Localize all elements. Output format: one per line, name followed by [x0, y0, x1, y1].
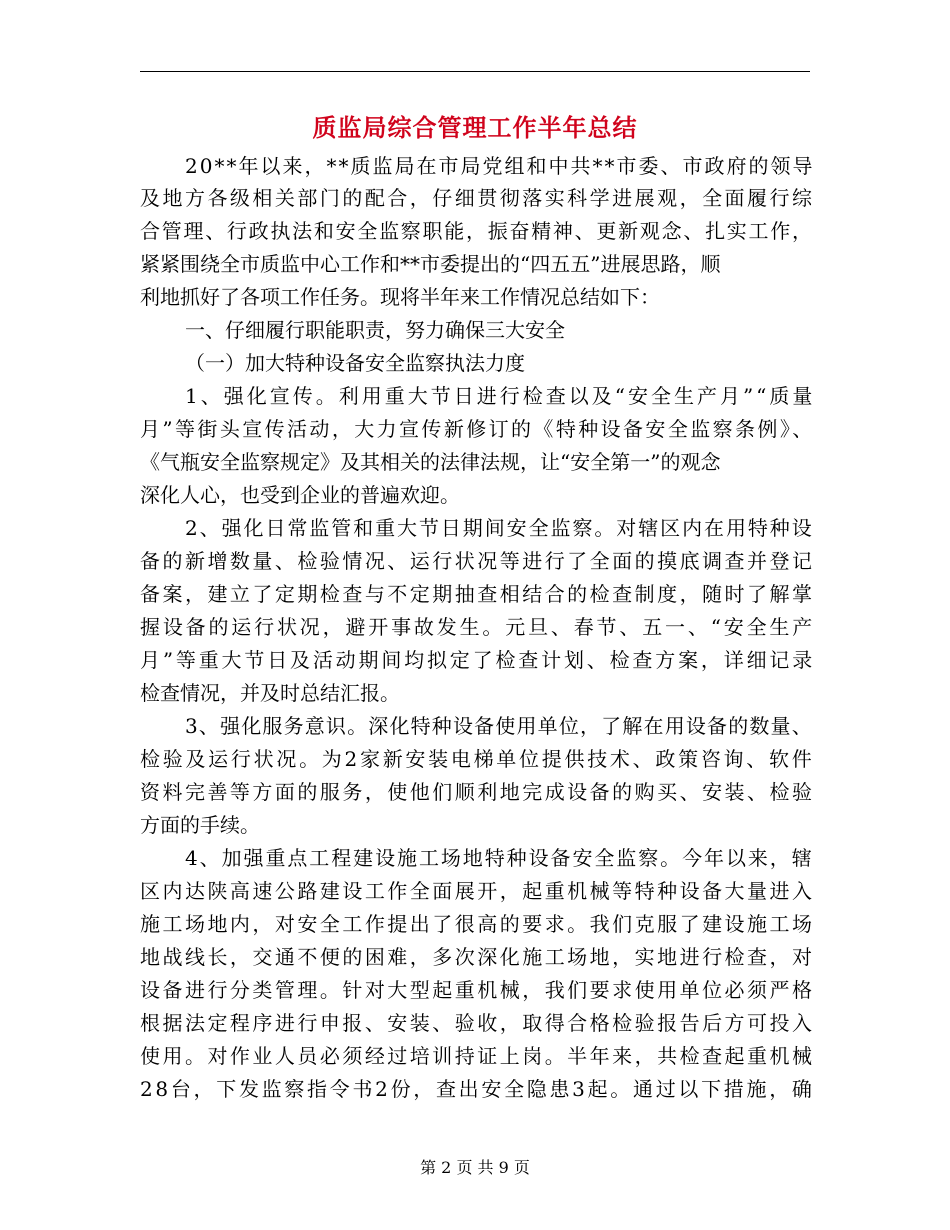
page-footer: 第 2 页 共 9 页 [420, 1158, 530, 1177]
text-line: 深化人心，也受到企业的普遍欢迎。 [140, 483, 460, 507]
text-line: （一）加大特种设备安全监察执法力度 [185, 351, 525, 375]
text-line: 备的新增数量、检验情况、运行状况等进行了全面的摸底调查并登记 [140, 549, 815, 573]
text-line: 设备进行分类管理。针对大型起重机械，我们要求使用单位必须严格 [140, 978, 815, 1002]
text-line: 使用。对作业人员必须经过培训持证上岗。半年来，共检查起重机械 [140, 1044, 815, 1068]
text-line: 《气瓶安全监察规定》及其相关的法律法规，让“安全第一”的观念 [140, 450, 721, 474]
text-line: 紧紧围绕全市质监中心工作和**市委提出的“四五五”进展思路，顺 [140, 252, 721, 276]
text-line: 合管理、行政执法和安全监察职能，振奋精神、更新观念、扎实工作， [140, 219, 814, 243]
text-line: 区内达陕高速公路建设工作全面展开，起重机械等特种设备大量进入 [140, 879, 815, 903]
header-rule [140, 71, 810, 72]
text-line: 方面的手续。 [140, 813, 260, 837]
document-title: 质监局综合管理工作半年总结 [312, 113, 638, 142]
text-line: 月”等重大节日及活动期间均拟定了检查计划、检查方案，详细记录 [140, 648, 816, 672]
text-line: 检验及运行状况。为2家新安装电梯单位提供技术、政策咨询、软件 [140, 747, 815, 771]
text-line: 检查情况，并及时总结汇报。 [140, 681, 400, 705]
text-line: 28台，下发监察指令书2份，查出安全隐患3起。通过以下措施，确 [140, 1077, 815, 1101]
text-line: 及地方各级相关部门的配合，仔细贯彻落实科学进展观，全面履行综 [140, 186, 815, 210]
text-line: 3、强化服务意识。深化特种设备使用单位，了解在用设备的数量、 [185, 714, 813, 738]
text-line: 2、强化日常监管和重大节日期间安全监察。对辖区内在用特种设 [185, 516, 814, 540]
text-line: 备案，建立了定期检查与不定期抽查相结合的检查制度，随时了解掌 [140, 582, 815, 606]
text-line: 1、强化宣传。利用重大节日进行检查以及“安全生产月”“质量 [185, 384, 816, 408]
text-line: 资料完善等方面的服务，使他们顺利地完成设备的购买、安装、检验 [140, 780, 815, 804]
text-line: 一、仔细履行职能职责，努力确保三大安全 [185, 318, 565, 342]
text-line: 施工场地内，对安全工作提出了很高的要求。我们克服了建设施工场 [140, 912, 815, 936]
text-line: 20**年以来，**质监局在市局党组和中共**市委、市政府的领导 [185, 154, 815, 178]
text-line: 利地抓好了各项工作任务。现将半年来工作情况总结如下： [140, 285, 660, 309]
text-line: 月”等街头宣传活动，大力宣传新修订的《特种设备安全监察条例》、 [140, 417, 815, 441]
text-line: 4、加强重点工程建设施工场地特种设备安全监察。今年以来，辖 [185, 846, 814, 870]
text-line: 地战线长，交通不便的困难，多次深化施工场地，实地进行检查，对 [140, 945, 815, 969]
text-line: 根据法定程序进行申报、安装、验收，取得合格检验报告后方可投入 [140, 1011, 815, 1035]
text-line: 握设备的运行状况，避开事故发生。元旦、春节、五一、“安全生产 [140, 615, 816, 639]
